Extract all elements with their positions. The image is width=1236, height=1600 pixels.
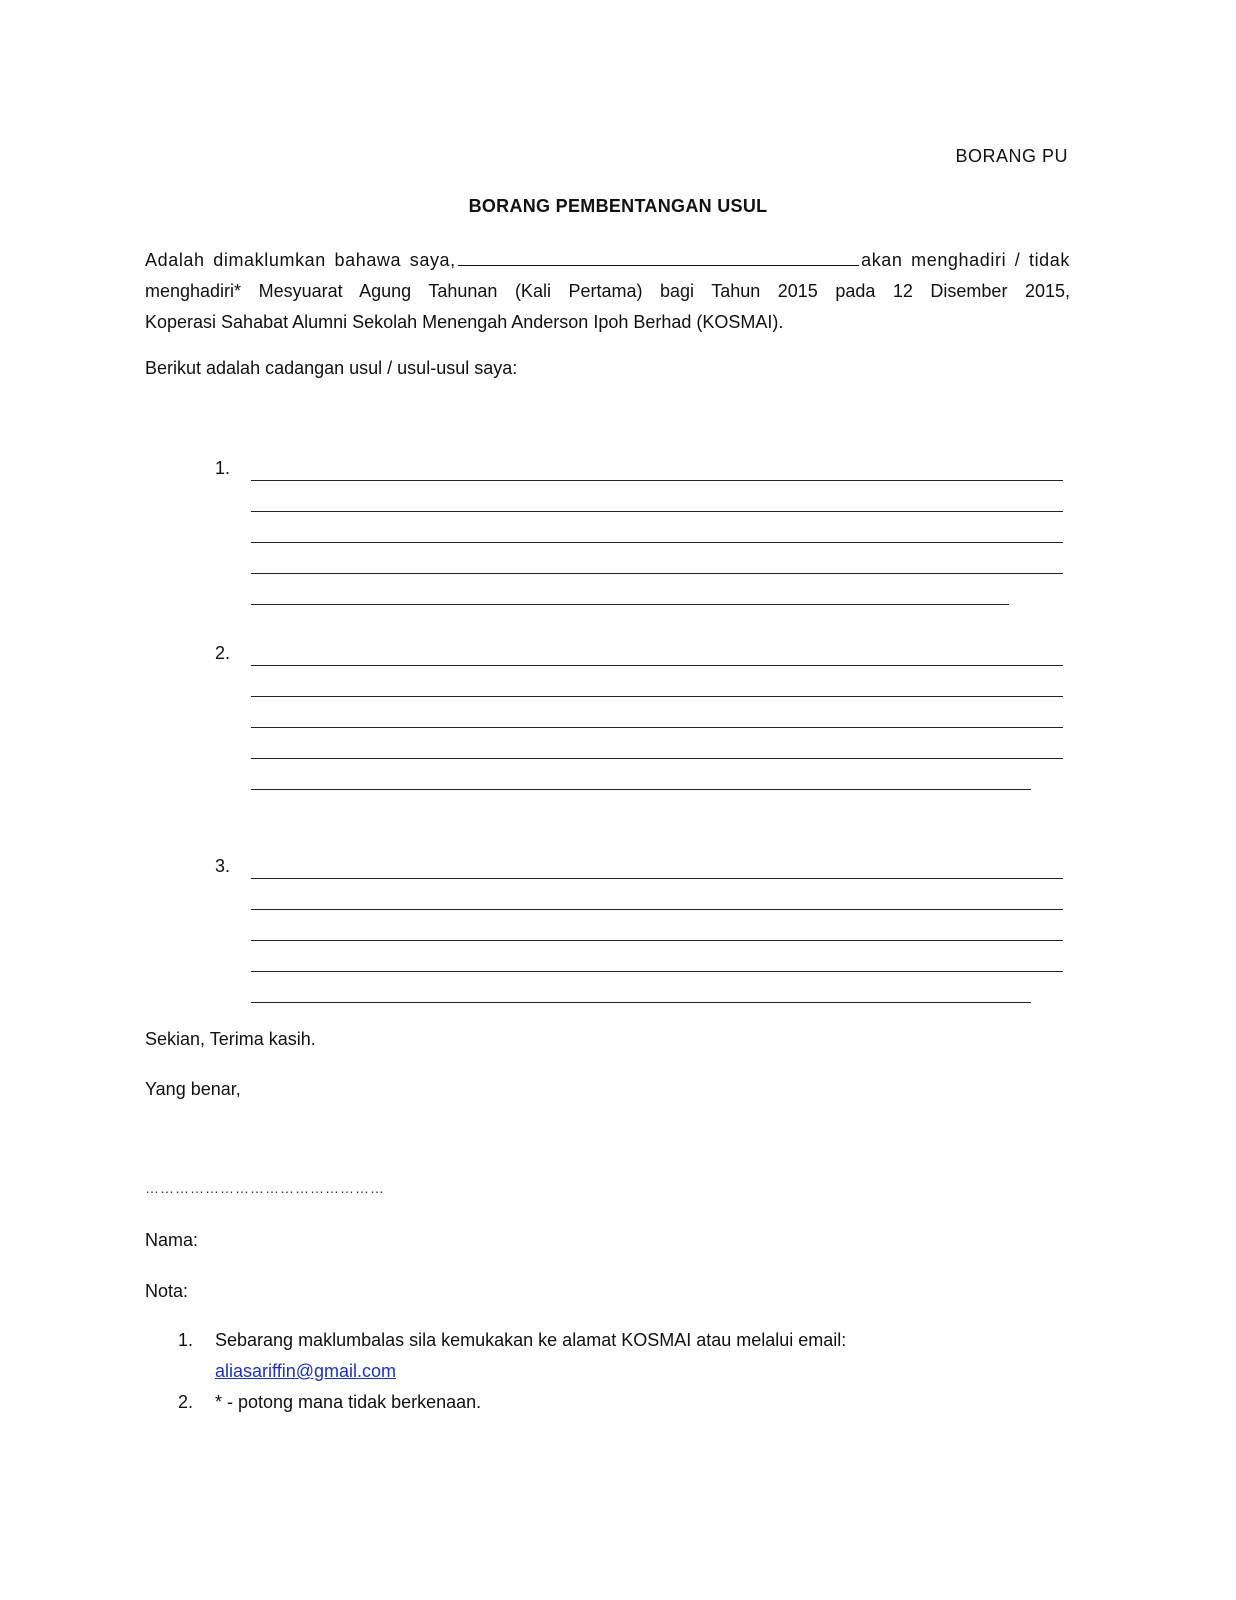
intro-line-1-end: akan menghadiri / tidak bbox=[861, 250, 1070, 270]
proposal-blank-line[interactable] bbox=[251, 480, 1063, 481]
proposal-blank-line[interactable] bbox=[251, 665, 1063, 666]
proposal-blank-line[interactable] bbox=[251, 940, 1063, 941]
form-code: BORANG PU bbox=[955, 146, 1068, 166]
proposal-blank-line[interactable] bbox=[251, 789, 1031, 790]
proposal-blank-line[interactable] bbox=[251, 878, 1063, 879]
proposal-block-3 bbox=[145, 856, 1070, 1006]
proposal-lead-in: Berikut adalah cadangan usul / usul-usul saya: bbox=[145, 358, 518, 378]
closing-thanks: Sekian, Terima kasih. bbox=[145, 1029, 316, 1049]
page-title: BORANG PEMBENTANGAN USUL bbox=[468, 196, 768, 216]
proposal-blank-line[interactable] bbox=[251, 909, 1063, 910]
proposal-number: 3. bbox=[215, 856, 231, 876]
closing-regards: Yang benar, bbox=[145, 1079, 241, 1099]
proposal-blank-line[interactable] bbox=[251, 758, 1063, 759]
proposal-blank-line[interactable] bbox=[251, 511, 1063, 512]
note-text: * - potong mana tidak berkenaan. bbox=[215, 1392, 482, 1412]
proposal-blank-line[interactable] bbox=[251, 1002, 1031, 1003]
proposal-blank-line[interactable] bbox=[251, 604, 1009, 605]
notes-label: Nota: bbox=[145, 1281, 189, 1301]
proposal-number: 1. bbox=[215, 458, 231, 478]
intro-line-2: menghadiri* Mesyuarat Agung Tahunan (Kali Pertama) bagi Tahun 2015 pada 12 Disember 2015, bbox=[145, 281, 1070, 301]
proposal-block-2 bbox=[145, 643, 1070, 793]
intro-line-1-start: Adalah dimaklumkan bahawa saya, bbox=[145, 250, 456, 270]
signature-line[interactable]: ………………………………………… bbox=[145, 1180, 385, 1196]
intro-paragraph bbox=[145, 245, 1070, 338]
notes-list bbox=[145, 1330, 1070, 1420]
note-number: 1. bbox=[178, 1330, 194, 1350]
proposal-blank-line[interactable] bbox=[251, 573, 1063, 574]
email-link[interactable]: aliasariffin@gmail.com bbox=[215, 1361, 397, 1381]
name-label: Nama: bbox=[145, 1230, 199, 1250]
intro-line-1 bbox=[145, 245, 1070, 276]
name-blank-field[interactable] bbox=[458, 247, 859, 266]
proposal-block-1 bbox=[145, 458, 1070, 608]
note-text: Sebarang maklumbalas sila kemukakan ke alamat KOSMAI atau melalui email: bbox=[215, 1330, 847, 1350]
proposal-blank-line[interactable] bbox=[251, 696, 1063, 697]
proposal-blank-line[interactable] bbox=[251, 727, 1063, 728]
proposal-blank-line[interactable] bbox=[251, 542, 1063, 543]
intro-line-3: Koperasi Sahabat Alumni Sekolah Menengah Anderson Ipoh Berhad (KOSMAI). bbox=[145, 312, 784, 332]
note-number: 2. bbox=[178, 1392, 194, 1412]
proposal-number: 2. bbox=[215, 643, 231, 663]
proposal-blank-line[interactable] bbox=[251, 971, 1063, 972]
